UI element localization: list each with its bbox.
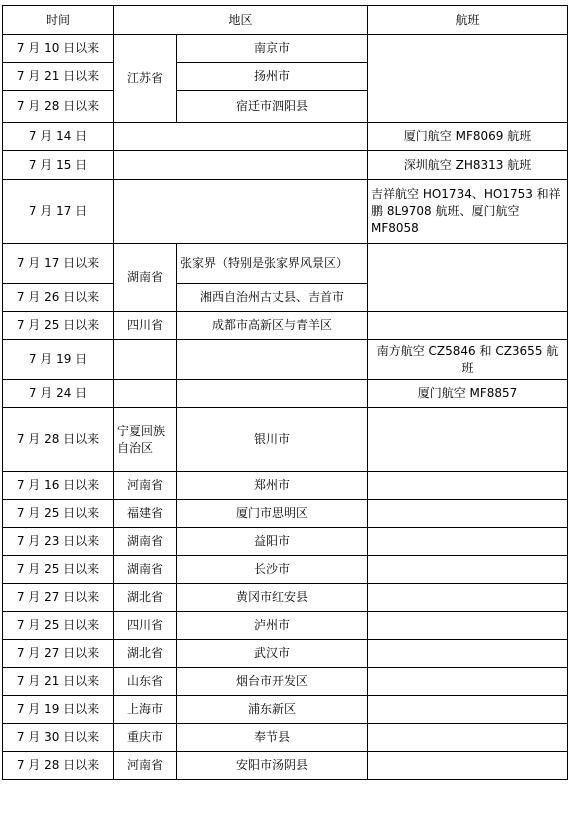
time-cell: 7 月 23 日以来 [3, 528, 114, 556]
time-cell: 7 月 28 日以来 [3, 752, 114, 780]
time-cell: 7 月 25 日以来 [3, 612, 114, 640]
time-cell: 7 月 25 日以来 [3, 500, 114, 528]
table-row [3, 35, 568, 63]
flight-cell [368, 35, 568, 123]
time-cell: 7 月 30 日以来 [3, 724, 114, 752]
table-row [3, 584, 568, 612]
province-cell: 福建省 [114, 500, 177, 528]
flight-cell [368, 312, 568, 340]
flight-cell [368, 408, 568, 472]
city-cell: 武汉市 [177, 640, 368, 668]
city-cell: 湘西自治州古丈县、吉首市 [177, 284, 368, 312]
table-row [3, 340, 568, 380]
flight-cell: 厦门航空 MF8069 航班 [368, 123, 568, 151]
flight-cell [368, 696, 568, 724]
province-cell: 上海市 [114, 696, 177, 724]
province-cell: 湖北省 [114, 584, 177, 612]
time-cell: 7 月 21 日以来 [3, 668, 114, 696]
city-cell: 黄冈市红安县 [177, 584, 368, 612]
table-row [3, 752, 568, 780]
time-cell: 7 月 28 日以来 [3, 91, 114, 123]
table-row [3, 556, 568, 584]
header-time: 时间 [3, 6, 114, 35]
header-region: 地区 [114, 6, 368, 35]
time-cell: 7 月 16 日以来 [3, 472, 114, 500]
city-cell: 南京市 [177, 35, 368, 63]
province-cell: 山东省 [114, 668, 177, 696]
city-cell: 宿迁市泗阳县 [177, 91, 368, 123]
time-cell: 7 月 27 日以来 [3, 640, 114, 668]
table-row [3, 612, 568, 640]
province-cell: 四川省 [114, 312, 177, 340]
flight-cell [368, 584, 568, 612]
table-row [3, 380, 568, 408]
flight-cell [368, 612, 568, 640]
table-header-row [3, 6, 568, 35]
city-cell: 浦东新区 [177, 696, 368, 724]
province-cell: 四川省 [114, 612, 177, 640]
flight-cell [368, 472, 568, 500]
province-cell: 重庆市 [114, 724, 177, 752]
city-cell: 银川市 [177, 408, 368, 472]
city-cell: 烟台市开发区 [177, 668, 368, 696]
flight-cell: 南方航空 CZ5846 和 CZ3655 航班 [368, 340, 568, 380]
table-row [3, 312, 568, 340]
province-cell [114, 380, 177, 408]
table-row [3, 668, 568, 696]
table-row [3, 151, 568, 180]
table-row [3, 123, 568, 151]
city-cell: 郑州市 [177, 472, 368, 500]
city-cell: 张家界（特别是张家界风景区） [177, 244, 368, 284]
city-cell [177, 340, 368, 380]
region-cell [114, 123, 368, 151]
time-cell: 7 月 15 日 [3, 151, 114, 180]
city-cell: 厦门市思明区 [177, 500, 368, 528]
time-cell: 7 月 17 日 [3, 180, 114, 244]
header-flight: 航班 [368, 6, 568, 35]
table-row [3, 244, 568, 284]
province-cell: 湖北省 [114, 640, 177, 668]
time-cell: 7 月 25 日以来 [3, 556, 114, 584]
city-cell [177, 380, 368, 408]
time-cell: 7 月 19 日以来 [3, 696, 114, 724]
time-cell: 7 月 10 日以来 [3, 35, 114, 63]
table-row [3, 528, 568, 556]
flight-cell: 吉祥航空 HO1734、HO1753 和祥鹏 8L9708 航班、厦门航空 MF8058 [368, 180, 568, 244]
flight-cell [368, 528, 568, 556]
table-row [3, 724, 568, 752]
table-row [3, 500, 568, 528]
province-cell [114, 340, 177, 380]
flight-cell [368, 752, 568, 780]
flight-cell: 深圳航空 ZH8313 航班 [368, 151, 568, 180]
flight-cell: 厦门航空 MF8857 [368, 380, 568, 408]
table-row [3, 180, 568, 244]
flight-cell [368, 668, 568, 696]
table-row [3, 408, 568, 472]
table-row [3, 640, 568, 668]
province-cell: 河南省 [114, 472, 177, 500]
table-row [3, 472, 568, 500]
region-cell [114, 151, 368, 180]
flight-cell [368, 500, 568, 528]
time-cell: 7 月 24 日 [3, 380, 114, 408]
flight-cell [368, 724, 568, 752]
city-cell: 益阳市 [177, 528, 368, 556]
time-cell: 7 月 21 日以来 [3, 63, 114, 91]
time-cell: 7 月 25 日以来 [3, 312, 114, 340]
city-cell: 奉节县 [177, 724, 368, 752]
province-cell: 湖南省 [114, 556, 177, 584]
province-cell: 河南省 [114, 752, 177, 780]
time-cell: 7 月 27 日以来 [3, 584, 114, 612]
province-cell: 江苏省 [114, 35, 177, 123]
city-cell: 安阳市汤阴县 [177, 752, 368, 780]
time-cell: 7 月 28 日以来 [3, 408, 114, 472]
province-cell: 湖南省 [114, 528, 177, 556]
flight-cell [368, 556, 568, 584]
time-cell: 7 月 17 日以来 [3, 244, 114, 284]
city-cell: 成都市高新区与青羊区 [177, 312, 368, 340]
risk-area-table [2, 5, 568, 780]
table-row [3, 696, 568, 724]
region-cell [114, 180, 368, 244]
time-cell: 7 月 14 日 [3, 123, 114, 151]
city-cell: 扬州市 [177, 63, 368, 91]
city-cell: 泸州市 [177, 612, 368, 640]
province-cell: 湖南省 [114, 244, 177, 312]
time-cell: 7 月 19 日 [3, 340, 114, 380]
city-cell: 长沙市 [177, 556, 368, 584]
province-cell: 宁夏回族自治区 [114, 408, 177, 472]
flight-cell [368, 244, 568, 312]
time-cell: 7 月 26 日以来 [3, 284, 114, 312]
flight-cell [368, 640, 568, 668]
